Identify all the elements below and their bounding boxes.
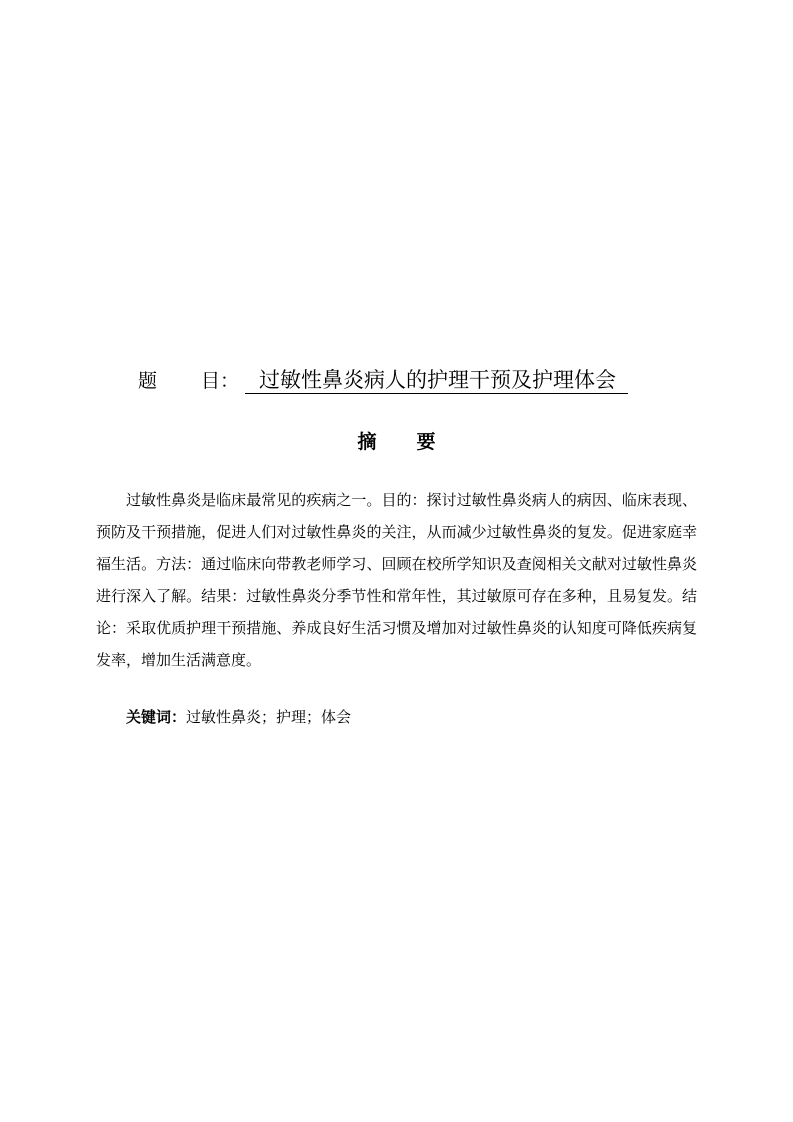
abstract-body: 过敏性鼻炎是临床最常见的疾病之一。目的：探讨过敏性鼻炎病人的病因、临床表现、预防及干预措施，促进人们对过敏性鼻炎的关注，从而减少过敏性鼻炎的复发。促进家庭幸福生活。方法：通过临床向带教老师学习、回顾在校所学知识及查阅相关文献对过敏性鼻炎进行深入了解。结果：过敏性鼻炎分季节性和常年性，其过敏原可存在多种，且易复发。结论：采取优质护理干预措施、养成良好生活习惯及增加对过敏性鼻炎的认知度可降低疾病复发率，增加生活满意度。 [96,491,697,669]
abstract-heading-char-2: 要 [416,431,436,453]
title-label-char-2: 目： [201,370,240,392]
keywords-values: 过敏性鼻炎；护理；体会 [186,708,352,726]
abstract-heading [0,427,793,454]
paper-title: 过敏性鼻炎病人的护理干预及护理体会 [245,367,628,394]
title-label-char-1: 题 [138,370,158,392]
title-row [138,366,628,396]
keywords-label: 关键词： [126,708,187,726]
title-label [138,366,239,393]
abstract-heading-char-1: 摘 [357,431,377,453]
keywords-line [126,705,351,729]
